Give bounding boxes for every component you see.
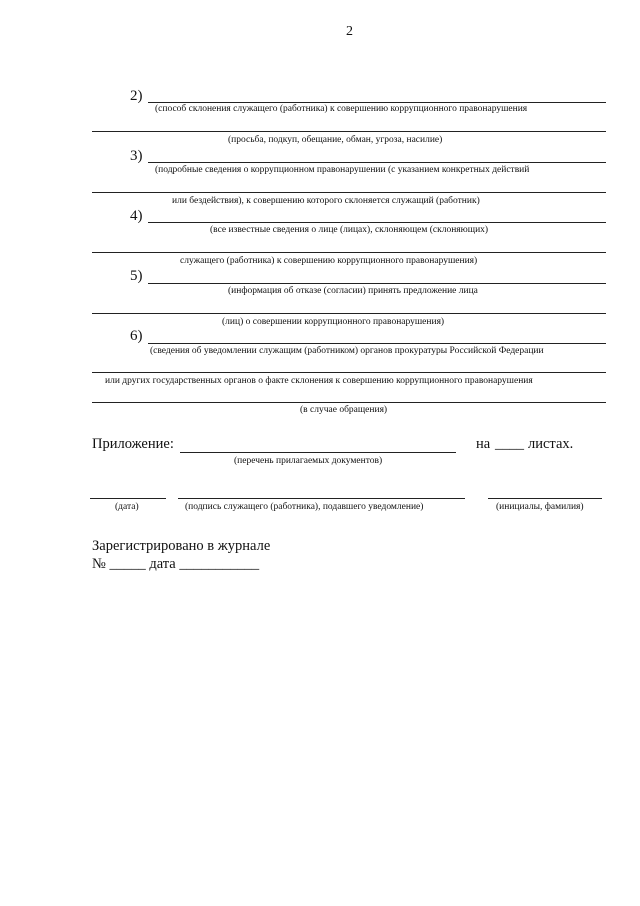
item-3-caption-1: (подробные сведения о коррупционном правонарушении (с указанием конкретных действий: [155, 165, 530, 175]
item-2-caption-1: (способ склонения служащего (работника) к совершению коррупционного правонарушения: [155, 104, 528, 114]
item-6-line-3: [92, 402, 606, 403]
name-caption: (инициалы, фамилия): [496, 502, 584, 512]
item-6-line-1: [148, 343, 606, 344]
item-number-4: 4): [130, 208, 143, 224]
attachment-caption: (перечень прилагаемых документов): [234, 456, 383, 466]
attachment-sheets-label: листах.: [528, 436, 574, 452]
item-5-caption-1: (информация об отказе (согласии) принять предложение лица: [228, 286, 478, 296]
attachment-on-label: на: [476, 436, 491, 452]
item-6-caption-1: (сведения об уведомлении служащим (работником) органов прокуратуры Российской Федерации: [150, 346, 544, 356]
item-3-line-2: [92, 192, 606, 193]
attachment-line: [180, 452, 456, 453]
item-4-line-1: [148, 222, 606, 223]
item-2-line-1: [148, 102, 606, 103]
item-4-caption-2: служащего (работника) к совершению коррупционного правонарушения): [180, 256, 478, 266]
signature-line: [178, 498, 465, 499]
page-number: 2: [346, 24, 353, 39]
item-5-line-2: [92, 313, 606, 314]
item-3-line-1: [148, 162, 606, 163]
name-line: [488, 498, 602, 499]
item-number-3: 3): [130, 148, 143, 164]
item-3-caption-2: или бездействия), к совершению которого склоняется служащий (работник): [172, 196, 480, 206]
item-2-line-2: [92, 131, 606, 132]
signature-caption: (подпись служащего (работника), подавшего уведомление): [185, 502, 424, 512]
item-4-caption-1: (все известные сведения о лице (лицах), склоняющем (склоняющих): [210, 225, 489, 235]
item-5-line-1: [148, 283, 606, 284]
item-number-6: 6): [130, 328, 143, 344]
item-4-line-2: [92, 252, 606, 253]
attachment-sheets-blank: ____: [495, 436, 524, 452]
item-6-line-2: [92, 372, 606, 373]
item-2-caption-2: (просьба, подкуп, обещание, обман, угроза, насилие): [228, 135, 443, 145]
item-number-2: 2): [130, 88, 143, 104]
attachment-label: Приложение:: [92, 436, 174, 452]
item-5-caption-2: (лиц) о совершении коррупционного правонарушения): [222, 317, 445, 327]
date-line: [90, 498, 166, 499]
date-caption: (дата): [115, 502, 139, 512]
item-6-caption-3: (в случае обращения): [300, 405, 388, 415]
registration-line-2: № _____ дата ___________: [92, 556, 260, 572]
item-number-5: 5): [130, 268, 143, 284]
item-6-caption-2: или других государственных органов о факте склонения к совершению коррупционного правонарушения: [105, 376, 533, 386]
registration-line-1: Зарегистрировано в журнале: [92, 538, 271, 554]
